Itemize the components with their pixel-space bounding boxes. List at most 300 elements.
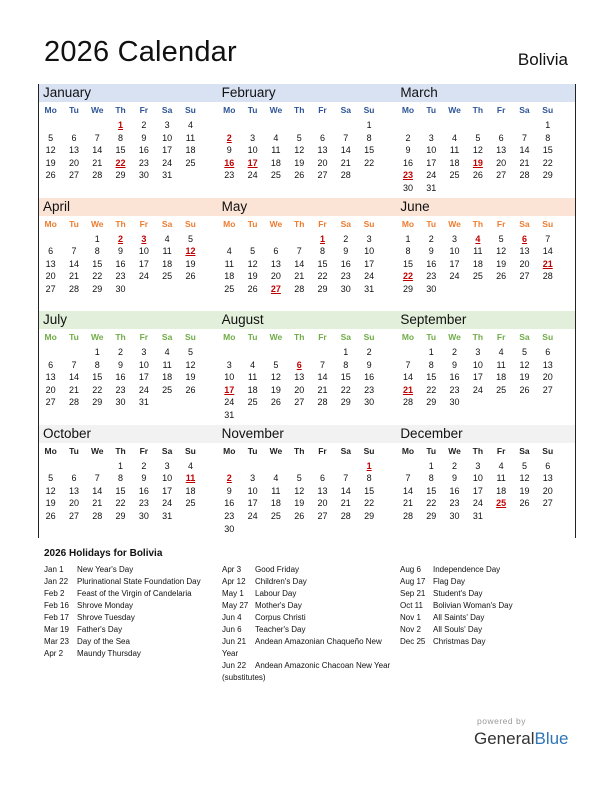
weekday-label: Fr (318, 445, 327, 456)
calendar-day: 23 (115, 271, 126, 282)
calendar-day: 14 (402, 485, 413, 496)
calendar-day: 26 (519, 498, 530, 509)
calendar-day: 19 (247, 271, 258, 282)
month-name: March (396, 84, 575, 102)
page-title: 2026 Calendar (44, 36, 237, 68)
calendar-day: 26 (270, 397, 281, 408)
calendar-day: 28 (340, 170, 351, 181)
holiday-name: All Saints' Day (433, 613, 485, 622)
weekday-label: We (448, 332, 461, 342)
calendar-day: 29 (542, 170, 553, 181)
weekday-label: Mo (401, 332, 415, 342)
calendar-day: 23 (426, 271, 437, 282)
holiday-entry (222, 612, 394, 624)
calendar-day: 12 (247, 258, 258, 269)
calendar-day: 26 (472, 170, 483, 181)
weekday-label: Th (294, 332, 305, 342)
calendar-day: 29 (115, 510, 126, 521)
calendar-day: 23 (364, 384, 375, 395)
weekday-label: Su (184, 218, 196, 229)
calendar-day: 20 (519, 258, 530, 269)
holiday-name: Student's Day (433, 589, 483, 598)
calendar-day: 27 (542, 498, 553, 509)
calendar-day: 29 (317, 283, 328, 294)
calendar-day: 18 (449, 157, 460, 168)
holiday-day: 21 (402, 384, 413, 395)
holiday-day: 19 (472, 157, 483, 168)
calendar-day: 5 (521, 347, 527, 357)
calendar-day: 1 (428, 347, 434, 357)
calendar-day: 11 (496, 473, 506, 484)
calendar-day: 12 (45, 145, 56, 156)
calendar-day: 30 (364, 397, 375, 408)
calendar-day: 15 (317, 258, 328, 269)
weekday-label: Sa (519, 218, 530, 229)
calendar-day: 10 (138, 246, 149, 257)
calendar-day: 25 (224, 283, 235, 294)
calendar-day: 27 (45, 397, 56, 408)
calendar-day: 13 (317, 145, 328, 156)
holiday-entry (222, 564, 394, 576)
calendar-day: 5 (187, 347, 193, 357)
calendar-day: 14 (402, 372, 413, 383)
calendar-day: 21 (92, 157, 103, 168)
calendar-day: 22 (364, 498, 375, 509)
calendar-day: 27 (317, 170, 328, 181)
month-name: July (39, 311, 218, 329)
holiday-date: Mar 19 (44, 625, 69, 634)
holiday-name: All Souls' Day (433, 625, 483, 634)
weekday-label: Tu (247, 218, 258, 229)
holiday-name: Day of the Sea (77, 637, 130, 646)
calendar-day: 30 (115, 397, 126, 408)
holiday-day: 1 (366, 460, 372, 471)
calendar-day: 28 (519, 170, 530, 181)
calendar-day: 19 (45, 157, 56, 168)
calendar-day: 8 (366, 132, 372, 143)
calendar-day: 14 (92, 145, 103, 156)
holiday-day: 2 (226, 132, 232, 143)
calendar-day: 5 (187, 233, 193, 244)
calendar-day: 2 (141, 460, 147, 471)
calendar-day: 17 (162, 485, 173, 496)
holiday-name: Independence Day (433, 565, 501, 574)
holiday-day: 22 (115, 157, 126, 168)
weekday-label: We (90, 445, 104, 456)
holiday-entry (400, 612, 570, 624)
month-october (39, 425, 218, 539)
calendar-day: 17 (472, 485, 483, 496)
calendar-day: 8 (545, 132, 551, 143)
holiday-name: Children's Day (255, 577, 307, 586)
calendar-day: 27 (317, 510, 328, 521)
weekday-label: We (269, 445, 283, 456)
weekday-label: Mo (223, 218, 236, 229)
weekday-label: Th (294, 445, 305, 456)
holiday-day: 23 (402, 170, 413, 181)
holiday-day: 3 (141, 233, 147, 244)
calendar-day: 18 (496, 485, 507, 496)
calendar-day: 20 (542, 485, 553, 496)
holiday-entry (222, 600, 394, 612)
calendar-day: 25 (247, 397, 258, 408)
holiday-day: 2 (226, 473, 232, 484)
calendar-day: 29 (426, 397, 437, 408)
weekday-label: Mo (44, 218, 57, 229)
weekday-label: Tu (426, 105, 437, 115)
month-august (218, 311, 397, 425)
calendar-day: 15 (364, 485, 375, 496)
holiday-date: Jan 22 (44, 577, 69, 586)
month-december (396, 425, 575, 539)
holiday-entry (44, 576, 214, 588)
calendar-day: 3 (250, 473, 256, 484)
month-february (218, 84, 397, 198)
calendar-day: 3 (452, 233, 458, 244)
holiday-day: 16 (224, 157, 235, 168)
weekday-label: Fr (139, 218, 149, 229)
calendar-day: 7 (343, 473, 349, 484)
calendar-day: 16 (115, 258, 126, 269)
weekday-label: Sa (340, 218, 351, 229)
calendar-day: 5 (498, 233, 504, 244)
calendar-day: 26 (496, 271, 507, 282)
weekday-label: Mo (223, 332, 236, 342)
holiday-date: Apr 2 (44, 649, 64, 658)
calendar-day: 24 (138, 384, 149, 395)
holidays-column-1 (44, 564, 214, 660)
generalblue-logo[interactable] (474, 729, 569, 749)
weekday-label: Fr (496, 105, 506, 115)
month-name: January (39, 84, 218, 102)
calendar-day: 8 (405, 246, 411, 257)
weekday-label: Mo (44, 445, 57, 456)
weekday-header (39, 217, 218, 231)
month-name: November (218, 425, 397, 443)
calendar-day: 23 (449, 498, 460, 509)
holiday-date: Jun 21 (222, 637, 247, 646)
weekday-label: Tu (247, 105, 258, 115)
calendar-day: 4 (452, 132, 458, 143)
calendar-day: 12 (519, 359, 530, 370)
calendar-day: 28 (402, 397, 413, 408)
calendar-day: 22 (542, 157, 553, 168)
weekday-label: We (90, 218, 104, 229)
weekday-header (218, 217, 397, 231)
weekday-header (218, 330, 397, 344)
calendar-day: 27 (519, 271, 530, 282)
calendar-day: 6 (545, 347, 551, 357)
calendar-day: 7 (94, 132, 100, 143)
calendar-day: 10 (247, 145, 258, 156)
calendar-day: 6 (319, 473, 325, 484)
weekday-label: We (269, 105, 283, 115)
calendar-day: 6 (48, 359, 54, 370)
holiday-entry (44, 564, 214, 576)
weekday-label: We (448, 445, 461, 456)
calendar-day: 4 (226, 246, 232, 257)
calendar-day: 12 (472, 145, 483, 156)
calendar-day: 1 (428, 460, 434, 471)
holiday-name: Corpus Christi (255, 613, 306, 622)
calendar-day: 23 (340, 271, 351, 282)
calendar-day: 18 (472, 258, 483, 269)
weekday-label: Mo (44, 105, 57, 115)
calendar-day: 22 (317, 271, 328, 282)
calendar-day: 13 (317, 485, 328, 496)
calendar-day: 25 (162, 384, 173, 395)
holiday-day: 1 (319, 233, 325, 244)
calendar-day: 29 (92, 283, 103, 294)
holiday-entry (400, 636, 570, 648)
calendar-day: 10 (162, 473, 173, 484)
calendar-day: 26 (45, 510, 56, 521)
month-name: February (218, 84, 397, 102)
holiday-date: Aug 6 (400, 565, 421, 574)
calendar-day: 29 (340, 397, 351, 408)
calendar-day: 27 (68, 510, 79, 521)
calendar-day: 29 (115, 170, 126, 181)
weekday-label: Th (472, 105, 484, 115)
holidays-column-2 (222, 564, 394, 684)
calendar-day: 25 (270, 510, 281, 521)
calendar-day: 3 (475, 347, 481, 357)
weekday-header (218, 103, 397, 117)
calendar-day: 12 (185, 359, 196, 370)
calendar-day: 5 (521, 460, 527, 471)
calendar-day: 9 (118, 246, 124, 257)
calendar-day: 25 (185, 157, 196, 168)
holiday-date: Feb 2 (44, 589, 65, 598)
holiday-day: 6 (296, 359, 302, 370)
month-july (39, 311, 218, 425)
calendar-day: 17 (162, 145, 173, 156)
weekday-label: Th (115, 332, 126, 342)
month-may (218, 198, 397, 312)
calendar-day: 8 (319, 246, 325, 257)
month-name: December (396, 425, 575, 443)
calendar-day: 4 (187, 460, 193, 471)
calendar-day: 20 (45, 384, 56, 395)
calendar-day: 31 (364, 283, 375, 294)
calendar-day: 19 (185, 372, 196, 383)
calendar-day: 22 (115, 498, 126, 509)
calendar-day: 7 (343, 132, 349, 143)
calendar-day: 19 (294, 157, 305, 168)
calendar-day: 26 (519, 384, 530, 395)
holiday-day: 6 (521, 233, 527, 244)
weekday-label: Sa (161, 218, 173, 229)
calendar-day: 23 (224, 510, 235, 521)
holiday-day: 11 (185, 473, 196, 484)
calendar-day: 11 (496, 359, 506, 370)
calendar-day: 12 (45, 485, 56, 496)
calendar-day: 15 (92, 372, 103, 383)
calendar-day: 24 (426, 170, 437, 181)
calendar-day: 19 (294, 498, 305, 509)
calendar-day: 19 (519, 485, 530, 496)
holiday-date: Jun 4 (222, 613, 242, 622)
calendar-day: 8 (343, 359, 349, 370)
holiday-day: 2 (118, 233, 124, 244)
weekday-label: Tu (69, 332, 79, 342)
holidays-title: 2026 Holidays for Bolivia (44, 548, 163, 559)
calendar-day: 6 (498, 132, 504, 143)
calendar-day: 21 (68, 271, 79, 282)
calendar-day: 9 (141, 473, 147, 484)
weekday-label: Sa (161, 332, 173, 342)
weekday-label: Su (363, 332, 375, 342)
calendar-day: 16 (449, 485, 460, 496)
weekday-header (39, 444, 218, 458)
holiday-entry (44, 624, 214, 636)
calendar-day: 13 (542, 473, 553, 484)
weekday-label: We (448, 218, 461, 229)
holiday-entry (222, 660, 394, 684)
calendar-day: 19 (45, 498, 56, 509)
calendar-day: 15 (402, 258, 413, 269)
holiday-name: Teacher's Day (255, 625, 306, 634)
calendar-day: 11 (162, 359, 172, 370)
holiday-entry (400, 600, 570, 612)
calendar-day: 26 (247, 283, 258, 294)
calendar-day: 17 (426, 157, 437, 168)
holiday-name: Labour Day (255, 589, 297, 598)
calendar-day: 12 (270, 372, 281, 383)
weekday-label: Su (184, 445, 196, 456)
calendar-day: 30 (340, 283, 351, 294)
weekday-label: Fr (139, 105, 149, 115)
calendar-day: 20 (45, 271, 56, 282)
calendar-day: 4 (273, 473, 279, 484)
calendar-day: 21 (340, 498, 351, 509)
calendar-day: 1 (94, 347, 100, 357)
calendar-day: 7 (521, 132, 527, 143)
calendar-day: 12 (294, 485, 305, 496)
calendar-day: 15 (542, 145, 553, 156)
weekday-label: We (269, 218, 283, 229)
calendar-day: 30 (402, 183, 413, 193)
weekday-label: Tu (426, 218, 437, 229)
holiday-name: Plurinational State Foundation Day (77, 577, 201, 586)
calendar-day: 10 (138, 359, 149, 370)
calendar-day: 28 (68, 283, 79, 294)
calendar-day: 27 (68, 170, 79, 181)
calendar-day: 15 (92, 258, 103, 269)
calendar-day: 31 (224, 410, 235, 420)
brand-part-2: Blue (534, 729, 569, 748)
calendar-day: 27 (496, 170, 507, 181)
weekday-label: Sa (340, 332, 351, 342)
holiday-day: 22 (402, 271, 413, 282)
calendar-day: 28 (68, 397, 79, 408)
holiday-date: Jun 22 (222, 661, 247, 670)
calendar-day: 14 (294, 258, 305, 269)
calendar-day: 20 (68, 498, 79, 509)
calendar-day: 30 (138, 510, 149, 521)
calendar-day: 23 (224, 170, 235, 181)
calendar-day: 11 (247, 372, 258, 383)
calendar-day: 4 (164, 233, 170, 244)
calendar-day: 24 (162, 157, 173, 168)
weekday-label: Su (542, 332, 554, 342)
calendar-day: 10 (449, 246, 460, 257)
brand-part-1: General (474, 729, 535, 748)
calendar-day: 26 (185, 384, 196, 395)
calendar-day: 9 (452, 473, 458, 484)
calendar-day: 13 (542, 359, 553, 370)
calendar-day: 31 (138, 397, 149, 408)
calendar-day: 19 (270, 384, 281, 395)
holiday-entry (400, 564, 570, 576)
calendar-day: 8 (428, 473, 434, 484)
weekday-label: We (90, 332, 104, 342)
weekday-label: Su (542, 105, 554, 115)
calendar-day: 7 (296, 246, 302, 257)
weekday-label: Tu (247, 445, 258, 456)
calendar-day: 10 (472, 473, 483, 484)
calendar-day: 9 (226, 145, 232, 156)
calendar-day: 16 (449, 372, 460, 383)
calendar-day: 20 (294, 384, 305, 395)
calendar-day: 24 (247, 170, 258, 181)
calendar-day: 1 (545, 120, 551, 130)
calendar-day: 6 (319, 132, 325, 143)
calendar-day: 28 (317, 397, 328, 408)
calendar-day: 7 (405, 359, 411, 370)
weekday-label: Sa (519, 332, 530, 342)
calendar-day: 1 (343, 347, 349, 357)
calendar-day: 7 (94, 473, 100, 484)
calendar-day: 26 (294, 170, 305, 181)
calendar-day: 20 (68, 157, 79, 168)
calendar-day: 7 (71, 246, 77, 257)
calendar-day: 22 (426, 498, 437, 509)
calendar-day: 12 (519, 473, 530, 484)
month-september (396, 311, 575, 425)
calendar-day: 25 (162, 271, 173, 282)
calendar-day: 23 (138, 157, 149, 168)
holiday-name: New Year's Day (77, 565, 134, 574)
calendar-day: 5 (48, 132, 54, 143)
calendar-day: 22 (340, 384, 351, 395)
calendar-day: 3 (475, 460, 481, 471)
calendar-day: 18 (162, 258, 173, 269)
month-name: August (218, 311, 397, 329)
calendar-day: 3 (428, 132, 434, 143)
calendar-day: 31 (472, 510, 483, 521)
weekday-label: Th (294, 218, 305, 229)
calendar-day: 24 (472, 498, 483, 509)
calendar-day: 18 (247, 384, 258, 395)
holiday-date: May 1 (222, 589, 244, 598)
calendar-day: 4 (498, 347, 504, 357)
weekday-header (396, 103, 575, 117)
calendar-day: 29 (426, 510, 437, 521)
calendar-day: 8 (428, 359, 434, 370)
calendar-day: 16 (138, 145, 149, 156)
calendar-day: 16 (115, 372, 126, 383)
calendar-day: 14 (542, 246, 553, 257)
holiday-name: Good Friday (255, 565, 300, 574)
holiday-name: Christmas Day (433, 637, 486, 646)
calendar-day: 13 (68, 485, 79, 496)
calendar-day: 30 (449, 397, 460, 408)
holiday-day: 25 (496, 498, 507, 509)
calendar-day: 15 (426, 372, 437, 383)
calendar-day: 8 (118, 473, 124, 484)
calendar-day: 22 (364, 157, 375, 168)
